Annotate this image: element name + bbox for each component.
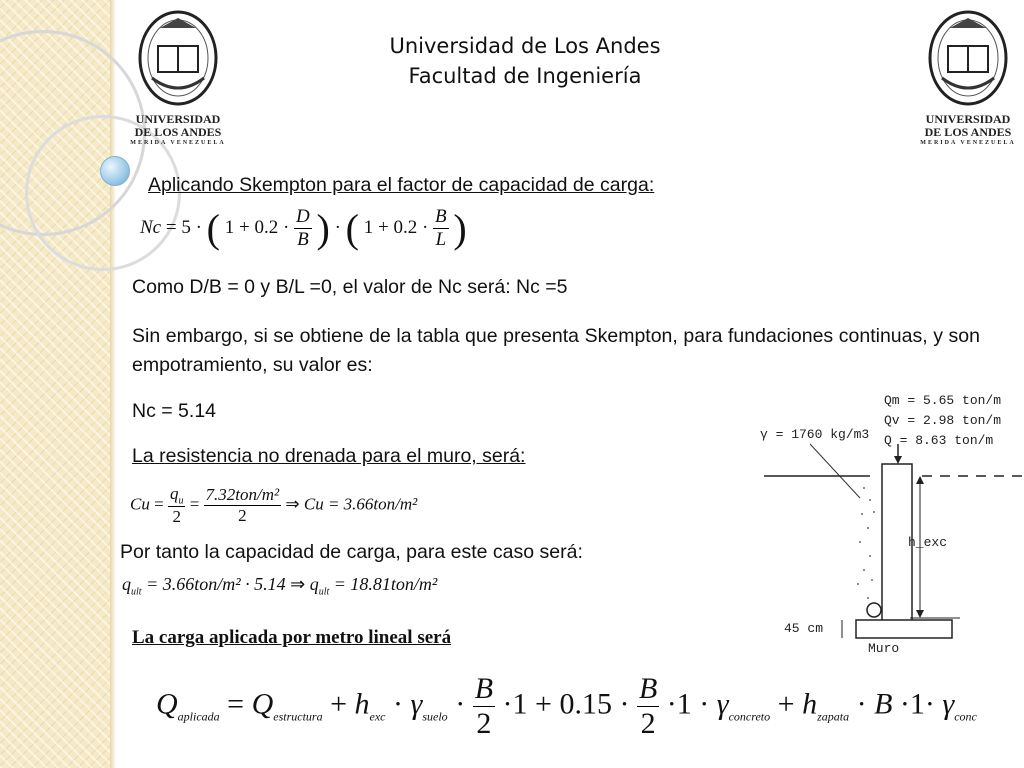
dot: · xyxy=(334,216,341,238)
num-value: 7.32ton/m² xyxy=(205,485,280,505)
dot: · xyxy=(699,687,710,721)
eq-sign: = xyxy=(154,494,164,514)
qu-over-2 xyxy=(168,484,186,527)
muro-label: Muro xyxy=(868,641,900,656)
q-symbol: Q xyxy=(156,687,178,721)
bullet-dot-icon xyxy=(100,156,130,186)
sub-concreto: concreto xyxy=(728,709,771,724)
d-over-b xyxy=(294,206,312,251)
frac-den-l: L xyxy=(435,229,447,250)
frac-den-b: B xyxy=(297,229,309,250)
dim-label: 45 cm xyxy=(784,621,824,636)
q-symbol: q xyxy=(309,574,319,594)
five: 5 xyxy=(181,216,191,238)
h-symbol: h xyxy=(354,687,370,721)
cu-equation xyxy=(130,484,417,527)
q-symbol: Q xyxy=(251,687,274,721)
sin-embargo-paragraph: Sin embargo, si se obtiene de la tabla que presenta Skempton, para fundaciones continuas, y son empotramiento, su valor es: xyxy=(132,325,980,376)
frac-den-2: 2 xyxy=(476,707,492,740)
qu-subscript: u xyxy=(178,495,184,507)
carga-heading: La carga aplicada por metro lineal será xyxy=(132,627,452,648)
soil-dots xyxy=(857,487,875,599)
nc-value: Nc = 5.14 xyxy=(132,400,217,422)
dot: · xyxy=(195,216,202,238)
dot: · xyxy=(421,216,429,238)
b-over-2 xyxy=(637,672,659,741)
q-label: Q = 8.63 ton/m xyxy=(884,433,994,448)
frac-num-d: D xyxy=(296,206,310,227)
dot: · xyxy=(282,216,290,238)
eq-sign: = xyxy=(165,216,177,238)
qult-expr: = 3.66ton/m² · 5.14 xyxy=(146,574,286,594)
b-over-l xyxy=(433,206,449,251)
sub-zapata: zapata xyxy=(817,709,850,724)
qult-equation xyxy=(122,574,437,598)
frac-den-2: 2 xyxy=(640,707,656,740)
logo-line-1: UNIVERSIDAD xyxy=(135,112,221,126)
qu-num xyxy=(168,484,186,507)
qv-label: Qv = 2.98 ton/m xyxy=(884,413,1002,428)
qm-label: Qm = 5.65 ton/m xyxy=(884,393,1002,408)
gamma-label: γ = 1760 kg/m3 xyxy=(760,427,870,442)
paren-open: ( xyxy=(206,206,220,251)
nc-lhs: Nc xyxy=(140,216,162,238)
cu-result: Cu = 3.66ton/m² xyxy=(303,494,418,514)
plus: + xyxy=(378,216,389,238)
frac-num-b: B xyxy=(435,206,447,227)
coef: 0.2 xyxy=(254,216,279,238)
logo-line-2: DE LOS ANDES xyxy=(134,125,222,139)
h-exc-label: h_exc xyxy=(908,535,948,550)
num-den: 2 xyxy=(238,506,247,526)
wall-diagram-svg xyxy=(760,388,1024,660)
dot: · xyxy=(924,687,935,721)
paren-close: ) xyxy=(453,206,467,251)
coef: 0.15 xyxy=(559,687,612,721)
qu-symbol: q xyxy=(169,484,179,503)
implies-arrow: ⇒ xyxy=(285,494,300,514)
b-over-2 xyxy=(473,672,495,741)
capacidad-heading: Por tanto la capacidad de carga, para este caso será: xyxy=(120,541,583,563)
b-symbol: B xyxy=(874,687,893,721)
dot: · xyxy=(502,687,513,721)
one: 1 xyxy=(512,687,528,721)
faculty-title: Facultad de Ingeniería xyxy=(408,64,642,88)
q-sub: ult xyxy=(318,586,330,598)
dot: · xyxy=(619,687,630,721)
num-over-2 xyxy=(204,485,282,526)
one: 1 xyxy=(676,687,692,721)
q-aplicada-equation xyxy=(156,672,1024,741)
nc-equation xyxy=(140,205,467,252)
frac-num-b: B xyxy=(474,672,494,705)
dot: · xyxy=(899,687,910,721)
sub-conc-trunc: conc xyxy=(954,709,977,724)
university-title: Universidad de Los Andes xyxy=(389,34,661,58)
one: 1 xyxy=(363,216,374,238)
skempton-heading: Aplicando Skempton para el factor de capacidad de carga: xyxy=(148,174,655,196)
dot: · xyxy=(455,687,466,721)
qult-result: = 18.81ton/m² xyxy=(333,574,438,594)
resistencia-heading: La resistencia no drenada para el muro, será: xyxy=(132,445,526,467)
gamma-symbol: γ xyxy=(942,687,955,721)
coef: 0.2 xyxy=(393,216,418,238)
sub-estructura: estructura xyxy=(273,709,323,724)
qu-den: 2 xyxy=(172,507,181,527)
sub-aplicada: aplicada xyxy=(177,709,220,724)
university-logo-right xyxy=(920,8,1016,148)
plus: + xyxy=(238,216,250,238)
eq-sign: = xyxy=(189,494,200,514)
one: 1 xyxy=(224,216,235,238)
dot: · xyxy=(393,687,404,721)
university-logo-left xyxy=(130,8,226,148)
university-seal-icon xyxy=(920,8,1016,108)
frac-num-b: B xyxy=(638,672,658,705)
sub-suelo: suelo xyxy=(422,709,448,724)
dot: · xyxy=(666,687,677,721)
plus: + xyxy=(330,687,348,721)
paren-close: ) xyxy=(316,206,330,251)
q-sub: ult xyxy=(131,586,142,598)
dot: · xyxy=(856,687,867,721)
wall-diagram xyxy=(760,388,1024,660)
university-seal-icon xyxy=(130,8,226,108)
h-symbol: h xyxy=(802,687,818,721)
cu-lhs: Cu xyxy=(130,494,150,514)
paren-open: ( xyxy=(345,206,359,251)
sub-exc: exc xyxy=(369,709,386,724)
q-symbol: q xyxy=(122,574,131,594)
gamma-symbol: γ xyxy=(410,687,423,721)
logo-line-2: DE LOS ANDES xyxy=(924,125,1012,139)
como-line: Como D/B = 0 y B/L =0, el valor de Nc será: Nc =5 xyxy=(132,276,568,298)
plus: + xyxy=(777,687,795,721)
one: 1 xyxy=(909,687,925,721)
plus: + xyxy=(535,687,552,721)
gamma-symbol: γ xyxy=(716,687,729,721)
eq-sign: = xyxy=(227,687,245,721)
implies-arrow: ⇒ xyxy=(290,574,306,594)
logo-line-3: MERIDA VENEZUELA xyxy=(130,140,226,146)
logo-line-1: UNIVERSIDAD xyxy=(925,112,1011,126)
logo-line-3: MERIDA VENEZUELA xyxy=(920,140,1016,146)
